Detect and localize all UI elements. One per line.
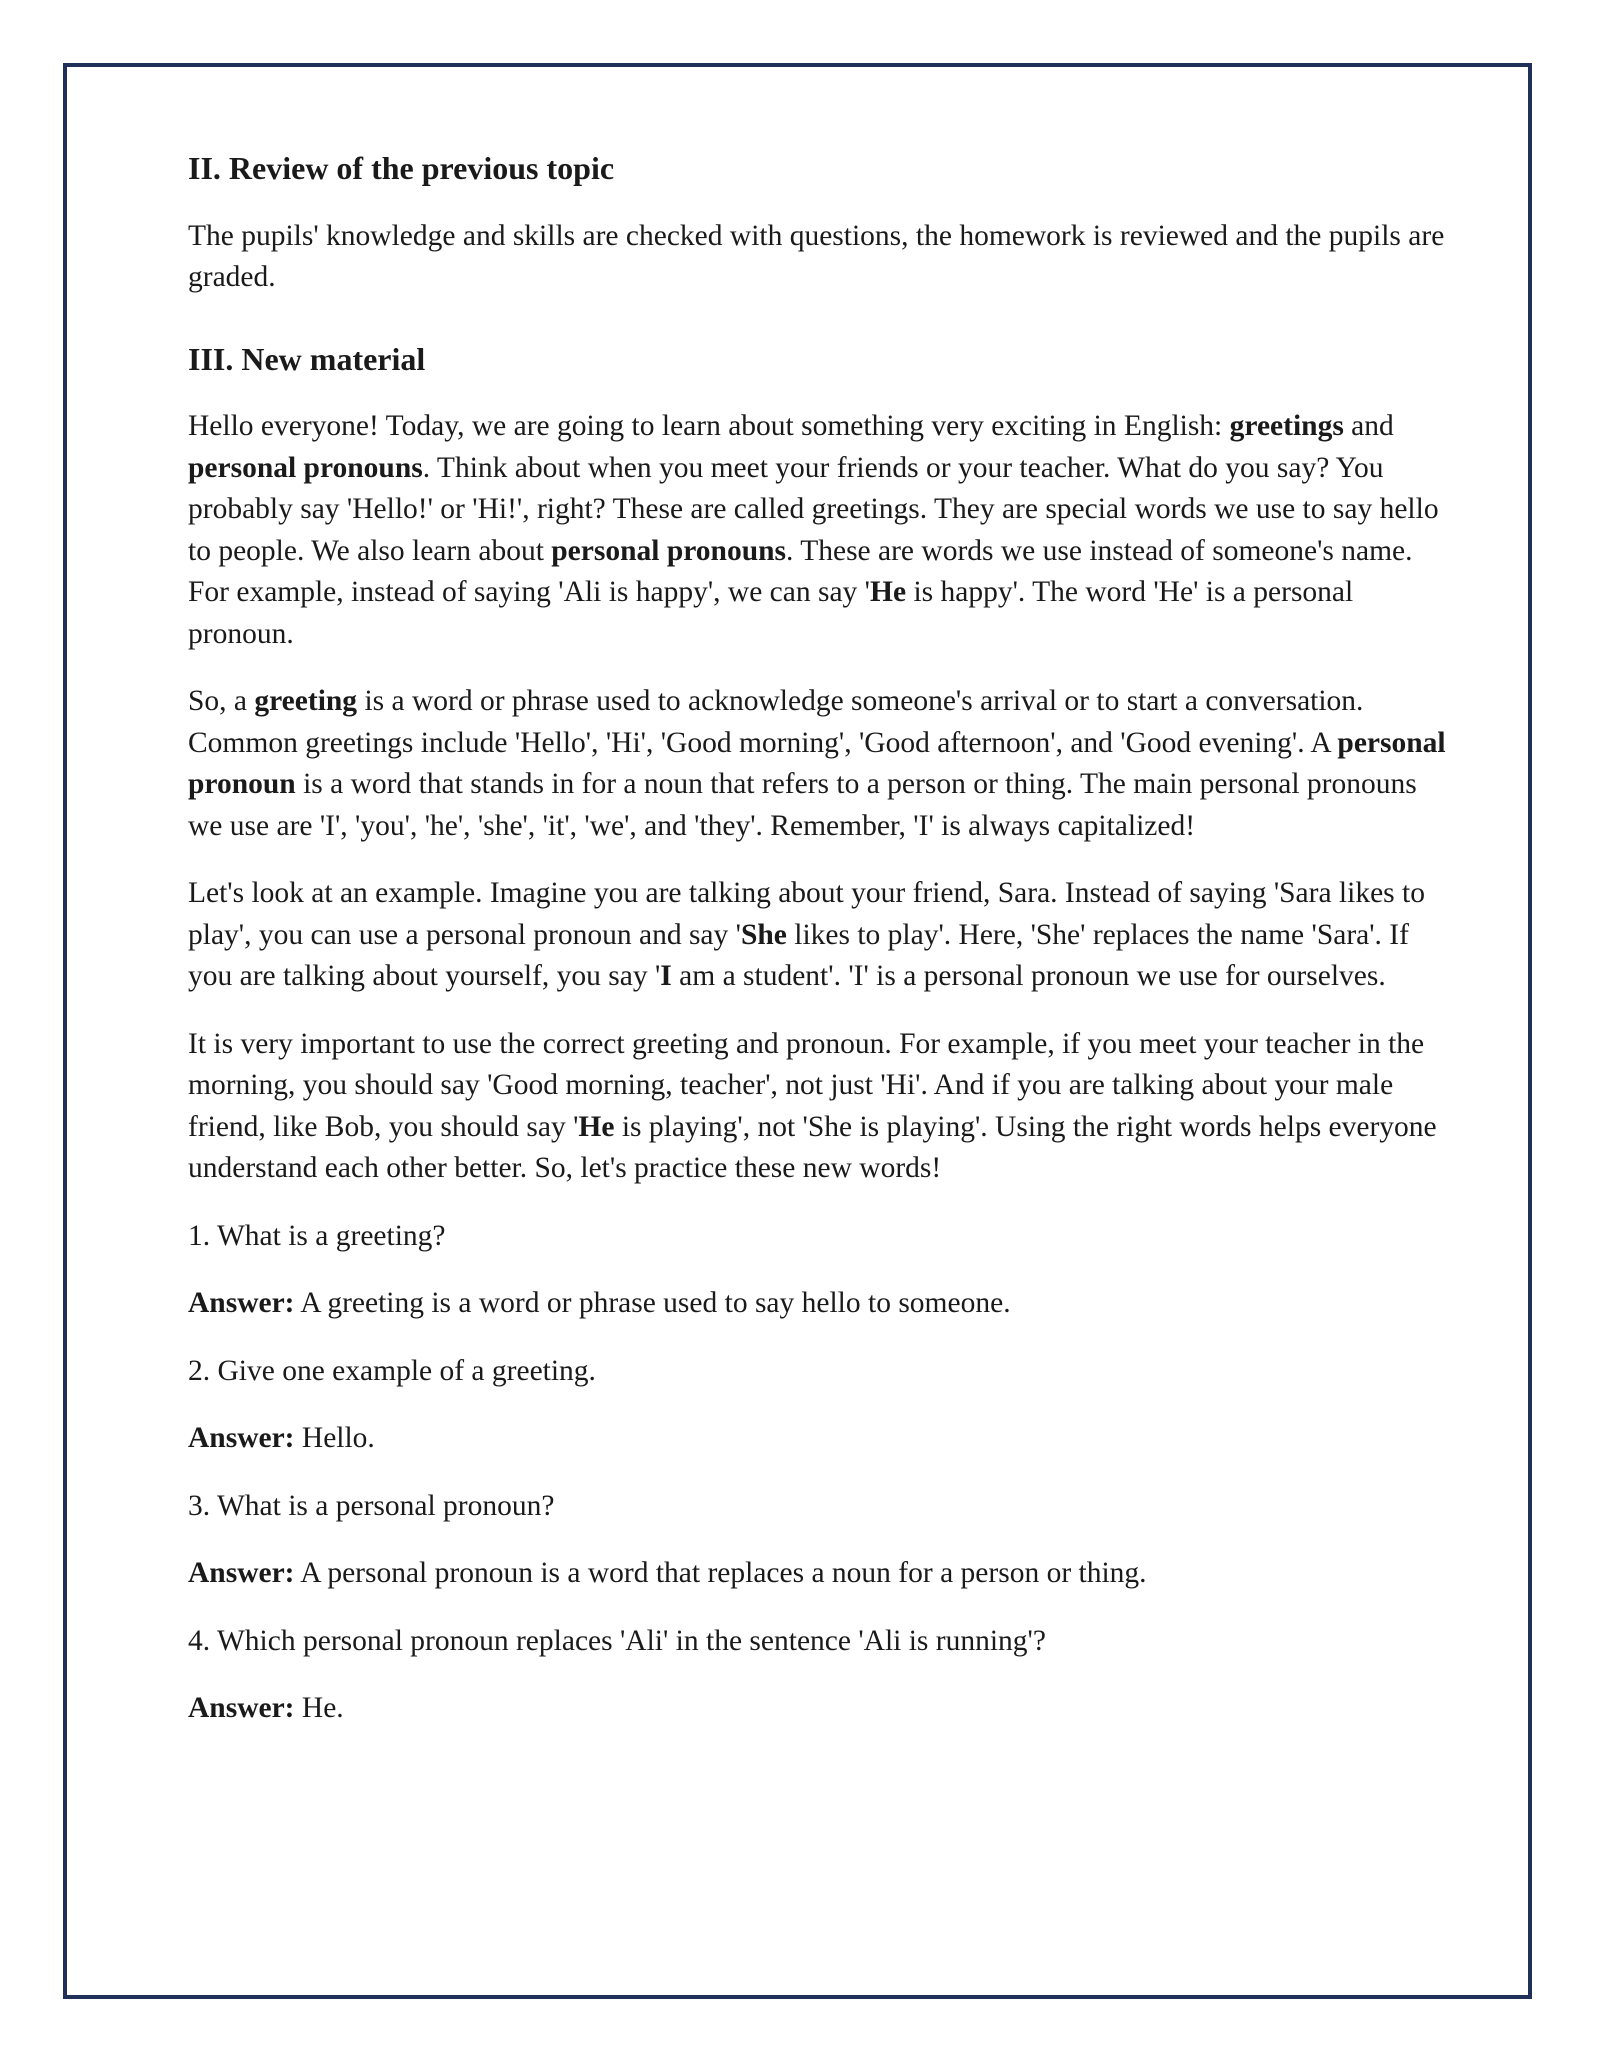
answer-text: He.	[294, 1692, 344, 1725]
question-4: 4. Which personal pronoun replaces 'Ali' in the sentence 'Ali is running'?	[188, 1624, 1046, 1657]
answer-4	[188, 1688, 1448, 1730]
answer-text: A greeting is a word or phrase used to say hello to someone.	[294, 1287, 1011, 1320]
example-paragraph	[188, 873, 1448, 998]
term-greetings: greetings	[1229, 410, 1344, 443]
example-text-d: am a student'. 'I' is a personal pronoun we use for ourselves.	[671, 960, 1386, 993]
answer-label: Answer:	[188, 1422, 295, 1455]
term-personal-pronouns-2: personal pronouns	[551, 534, 786, 567]
answer-text: A personal pronoun is a word that replaces a noun for a person or thing.	[294, 1557, 1147, 1590]
example-text-a: Let's look at an example. Imagine you are talking about your friend, Sara. Instead of saying 'Sara likes to play', you can use a personal pronoun and say '	[188, 877, 1425, 951]
section-heading-new-material: III. New material	[188, 340, 426, 377]
term-personal-pronoun: personal pronoun	[188, 726, 1446, 801]
importance-text-c: is playing', not 'She is playing'. Using the right words helps everyone understand each other better. So, let's practice these new words!	[188, 1110, 1437, 1185]
answer-1	[188, 1283, 1448, 1325]
intro-text-c: and	[1343, 410, 1394, 443]
intro-paragraph	[188, 406, 1448, 655]
section-heading-review: II. Review of the previous topic	[188, 150, 615, 186]
term-she: She	[740, 918, 787, 951]
answer-3	[188, 1553, 1448, 1595]
importance-paragraph	[188, 1024, 1448, 1190]
def-text-a: So, a	[188, 685, 255, 718]
answer-text: Hello.	[294, 1422, 375, 1455]
def-text-d: is a word that stands in for a noun that refers to a person or thing. The main personal pronouns we use are 'I', 'you', 'he', 'she', 'it', 'we', and 'they'. Remember, 'I' is always capitalized!	[188, 768, 1417, 842]
document-content	[188, 148, 1448, 1756]
example-text-c: likes to play'. Here, 'She' replaces the name 'Sara'. If you are talking about yourself, you say '	[188, 918, 1409, 993]
answer-label: Answer:	[188, 1557, 295, 1590]
answer-label: Answer:	[188, 1287, 295, 1320]
intro-text-f: is happy'. The word 'He' is a personal pronoun.	[188, 576, 1354, 650]
intro-text-e: . These are words we use instead of someone's name. For example, instead of saying 'Ali is happy', we can say '	[188, 534, 1413, 609]
importance-text-a: It is very important to use the correct greeting and pronoun. For example, if you meet your teacher in the morning, you should say 'Good morning, teacher', not just 'Hi'. And if you are talking about your male friend, like Bob, you should say '	[188, 1027, 1425, 1143]
term-greeting: greeting	[254, 685, 358, 718]
question-3: 3. What is a personal pronoun?	[188, 1489, 555, 1522]
term-personal-pronouns: personal pronouns	[188, 451, 423, 484]
term-he-2: He	[578, 1110, 615, 1143]
answer-label: Answer:	[188, 1692, 295, 1725]
def-text-c: is a word or phrase used to acknowledge someone's arrival or to start a conversation. Common greetings include 'Hello', 'Hi', 'Good morning', 'Good afternoon', and 'Good evening'. A	[188, 685, 1364, 759]
answer-2	[188, 1418, 1448, 1460]
intro-text-d: . Think about when you meet your friends or your teacher. What do you say? You probably say 'Hello!' or 'Hi!', right? These are called greetings. They are special words we use to say hello to people. We also learn about	[188, 451, 1439, 567]
intro-text-a: Hello everyone! Today, we are going to learn about something very exciting in English:	[188, 410, 1230, 443]
definition-paragraph	[188, 681, 1448, 847]
question-2: 2. Give one example of a greeting.	[188, 1354, 596, 1387]
term-i: I	[660, 960, 672, 993]
review-paragraph: The pupils' knowledge and skills are checked with questions, the homework is reviewed and the pupils are graded.	[188, 219, 1445, 294]
term-he: He	[870, 576, 907, 609]
question-1: 1. What is a greeting?	[188, 1219, 446, 1252]
